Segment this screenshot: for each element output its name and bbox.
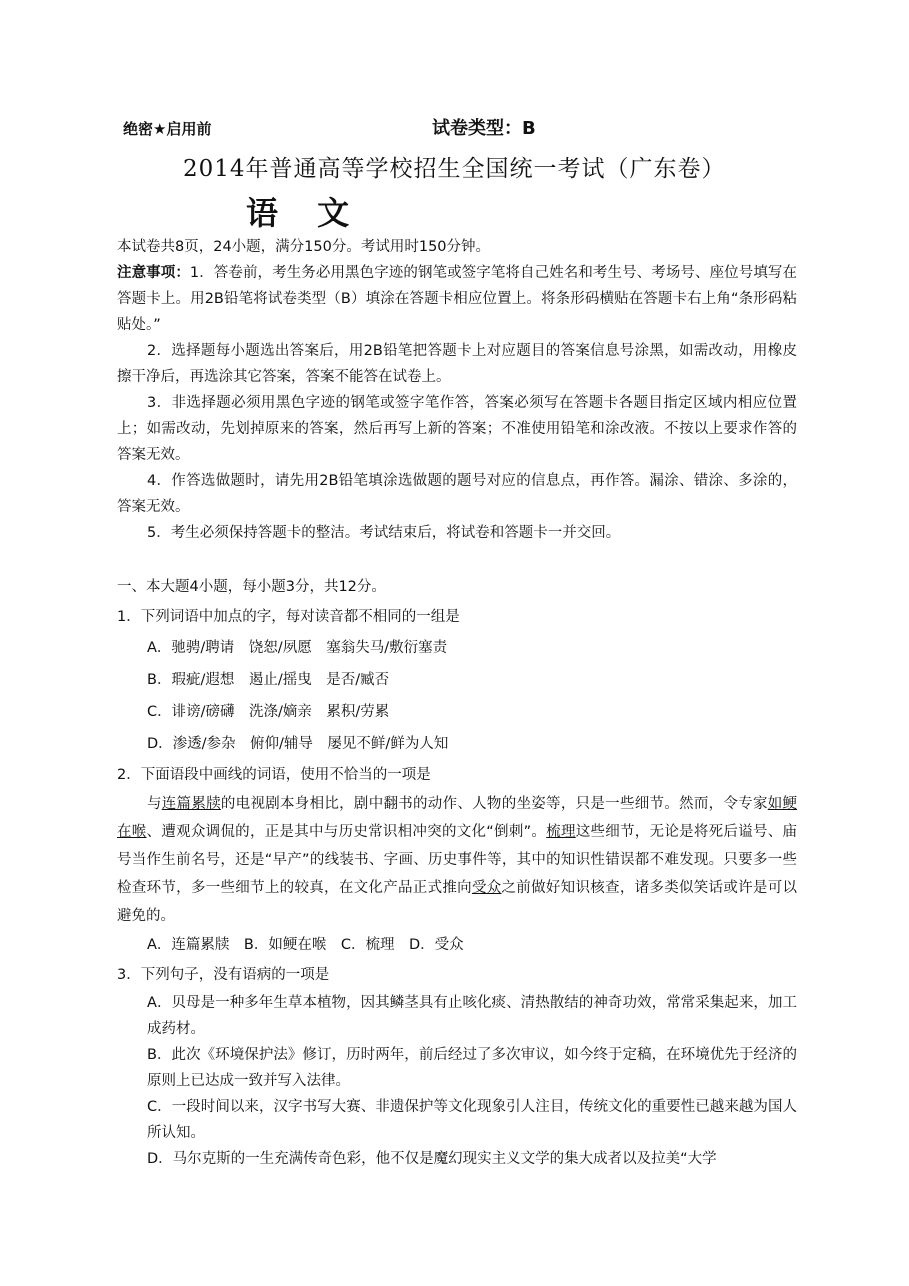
- notes-item-3: 3．非选择题必须用黑色字迹的钢笔或签字笔作答，答案必须写在答题卡各题目指定区域内相应位置上；如需改动，先划掉原来的答案，然后再写上新的答案；不准使用铅笔和涂改液。不按以上要求作答的答案无效。: [117, 395, 797, 463]
- notes-item-2: 2．选择题每小题选出答案后，用2B铅笔把答题卡上对应题目的答案信息号涂黑，如需改动，用橡皮擦干净后，再选涂其它答案，答案不能答在试卷上。: [117, 343, 797, 385]
- section-heading: 一、本大题4小题，每小题3分，共12分。: [117, 579, 386, 595]
- underlined-term-2: 如鲠在喉: [117, 796, 798, 840]
- q1-option-b: B．瑕疵/遐想 遏止/摇曳 是否/臧否: [147, 672, 390, 688]
- document-body: [117, 234, 797, 1172]
- q1-option-a: A．驰骋/聘请 饶恕/夙愿 塞翁失马/敷衍塞责: [147, 640, 448, 656]
- q2-passage: 与连篇累牍的电视剧本身相比，剧中翻书的动作、人物的坐姿等，只是一些细节。然而，令专家如鲠在喉、遭观众调侃的，正是其中与历史常识相冲突的文化“倒刺”。梳理这些细节，无论是将死后谥号、庙号当作生前名号，还是“早产”的线装书、字画、历史事件等，其中的知识性错误都不难发现。只要多一些检查环节，多一些细节上的较真，在文化产品正式推向受众之前做好知识核查，诸多类似笑话或许是可以避免的。: [117, 796, 798, 924]
- q1-option-d: D．渗透/参杂 俯仰/辅导 屡见不鲜/鲜为人知: [147, 736, 449, 752]
- paper-type: 试卷类型：B: [432, 118, 536, 139]
- q2-options: A．连篇累牍 B．如鲠在喉 C．梳理 D．受众: [147, 937, 464, 953]
- q3-option-a: A．贝母是一种多年生草本植物，因其鳞茎具有止咳化痰、清热散结的神奇功效，常常采集起来，加工成药材。: [147, 995, 797, 1037]
- q3-option-c: C．一段时间以来，汉字书写大赛、非遗保护等文化现象引人注目，传统文化的重要性已越来越为国人所认知。: [147, 1099, 797, 1141]
- notes-item-4: 4．作答选做题时，请先用2B铅笔填涂选做题的题号对应的信息点，再作答。漏涂、错涂、多涂的，答案无效。: [117, 473, 797, 515]
- subject-title: 语 文: [246, 194, 364, 232]
- q3-option-d: D．马尔克斯的一生充满传奇色彩，他不仅是魔幻现实主义文学的集大成者以及拉美“大学: [147, 1151, 717, 1167]
- q3-stem: 3．下列句子，没有语病的一项是: [117, 967, 330, 983]
- confidential-label: 绝密★启用前: [123, 120, 212, 138]
- underlined-term-1: 连篇累牍: [161, 796, 221, 812]
- underlined-term-4: 受众: [471, 880, 502, 896]
- underlined-term-3: 梳理: [546, 824, 576, 840]
- notes-item-1: 注意事项：1．答卷前，考生务必用黑色字迹的钢笔或签字笔将自己姓名和考生号、考场号、座位号填写在答题卡上。用2B铅笔将试卷类型（B）填涂在答题卡相应位置上。将条形码横贴在答题卡右上角“条形码粘贴处。”: [117, 265, 797, 333]
- q1-option-c: C．诽谤/磅礴 洗涤/嫡亲 累积/劳累: [147, 704, 390, 720]
- notes-item-5: 5．考生必须保持答题卡的整洁。考试结束后，将试卷和答题卡一并交回。: [147, 525, 621, 541]
- q1-stem: 1．下列词语中加点的字，每对读音都不相同的一组是: [117, 609, 460, 625]
- q3-option-b: B．此次《环境保护法》修订，历时两年，前后经过了多次审议，如今终于定稿，在环境优先于经济的原则上已达成一致并写入法律。: [147, 1047, 797, 1089]
- q2-stem: 2．下面语段中画线的词语，使用不恰当的一项是: [117, 767, 431, 783]
- intro-text: 本试卷共8页，24小题，满分150分。考试用时150分钟。: [117, 239, 491, 255]
- exam-title: 2014年普通高等学校招生全国统一考试（广东卷）: [183, 156, 726, 182]
- notes-label: 注意事项：: [117, 265, 190, 281]
